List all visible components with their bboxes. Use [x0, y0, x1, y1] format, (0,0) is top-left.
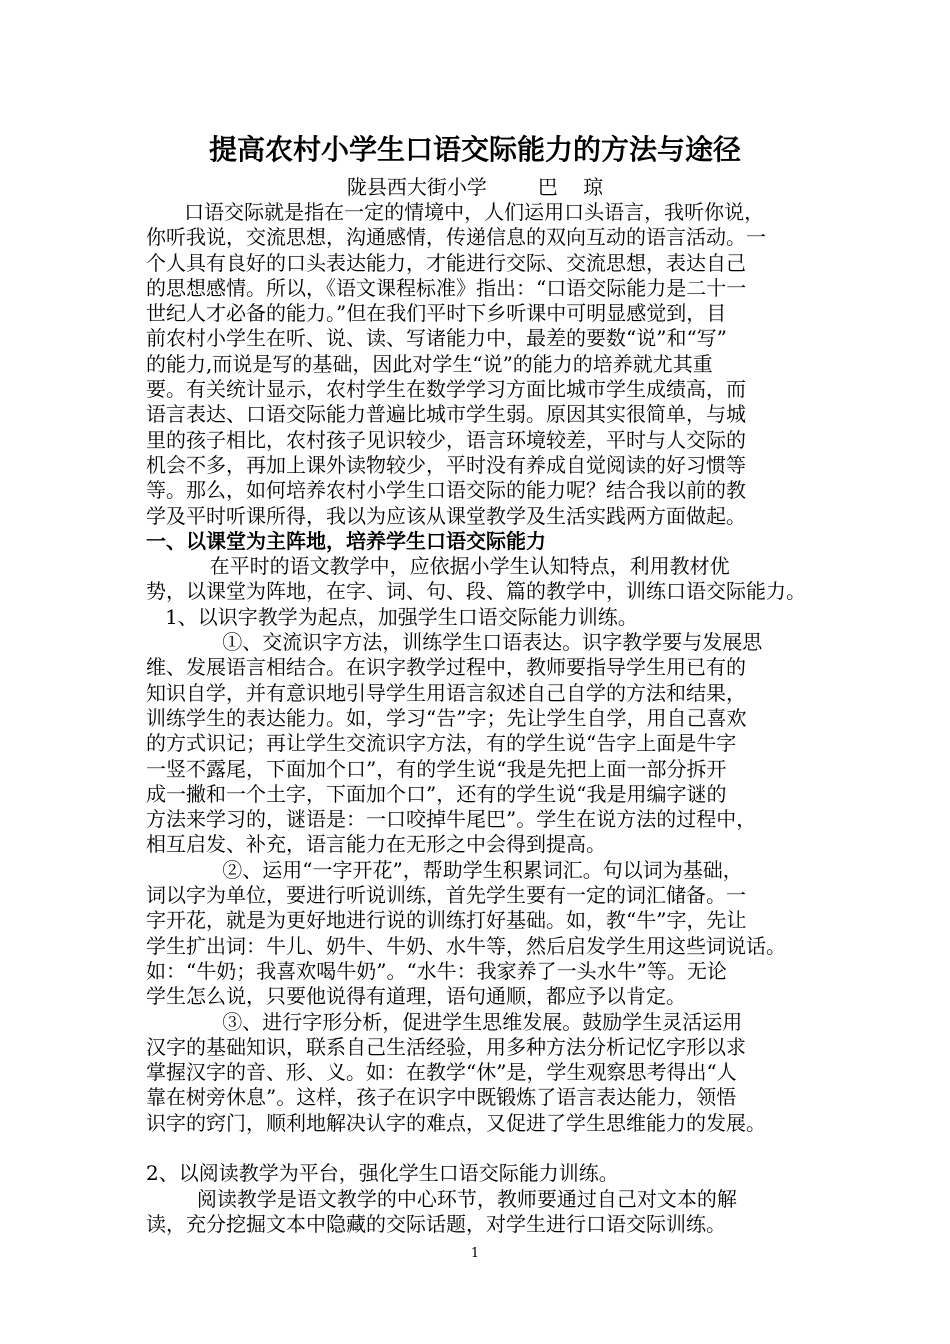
text-line: 相互启发、补充，语言能力在无形之中会得到提高。	[146, 832, 606, 857]
text-line: 学及平时听课所得，我以为应该从课堂教学及生活实践两方面做起。	[146, 503, 746, 528]
text-line: ②、运用“一字开花”，帮助学生积累词汇。句以词为基础，	[146, 857, 743, 882]
text-line: 个人具有良好的口头表达能力，才能进行交际、交流思想，表达自己	[146, 250, 746, 275]
text-line: 语言表达、口语交际能力普遍比城市学生弱。原因其实很简单，与城	[146, 402, 746, 427]
text-line: 一竖不露尾，下面加个口”，有的学生说“我是先把上面一部分拆开	[146, 756, 727, 781]
text-line: 2、以阅读教学为平台，强化学生口语交际能力训练。	[146, 1161, 619, 1186]
text-line: ①、交流识字方法，训练学生口语表达。识字教学要与发展思	[146, 630, 763, 655]
text-line: 口语交际就是指在一定的情境中，人们运用口头语言，我听你说，	[146, 200, 765, 224]
text-line: 在平时的语文教学中，应依据小学生认知特点，利用教材优	[146, 554, 730, 579]
text-line: 学生怎么说，只要他说得有道理，语句通顺，都应予以肯定。	[146, 984, 686, 1009]
text-line: 维、发展语言相结合。在识字教学过程中，教师要指导学生用已有的	[146, 655, 746, 680]
text-line: 字开花，就是为更好地进行说的训练打好基础。如，教“牛”字，先让	[146, 908, 747, 933]
text-line: 靠在树旁休息”。这样，孩子在识字中既锻炼了语言表达能力，领悟	[146, 1085, 737, 1110]
text-line: 的方式识记；再让学生交流识字方法，有的学生说“告字上面是牛字	[146, 731, 737, 756]
text-line: 的能力,而说是写的基础，因此对学生“说”的能力的培养就尤其重	[146, 351, 713, 376]
text-line: 掌握汉字的音、形、义。如：在教学“休”是，学生观察思考得出“人	[146, 1060, 737, 1085]
author-line: 陇县西大街小学 巴 琼	[346, 175, 604, 199]
text-line: 世纪人才必备的能力。”但在我们平时下乡听课中可明显感觉到，目	[146, 301, 727, 326]
text-line: 机会不多，再加上课外读物较少，平时没有养成自觉阅读的好习惯等	[146, 452, 746, 477]
text-line: 识字的窍门，顺利地解决认字的难点，又促进了学生思维能力的发展。	[146, 1110, 766, 1135]
text-line: 方法来学习的，谜语是：一口咬掉牛尾巴”。学生在说方法的过程中，	[146, 807, 757, 832]
text-line: 1、以识字教学为起点，加强学生口语交际能力训练。	[146, 604, 638, 629]
text-line: 知识自学，并有意识地引导学生用语言叙述自己自学的方法和结果，	[146, 680, 746, 705]
text-line: 读，充分挖掘文本中隐藏的交际话题，对学生进行口语交际训练。	[146, 1211, 726, 1236]
text-line: 势，以课堂为阵地，在字、词、句、段、篇的教学中，训练口语交际能力。	[146, 579, 806, 604]
document-title: 提高农村小学生口语交际能力的方法与途径	[208, 133, 741, 166]
text-line: ③、进行字形分析，促进学生思维发展。鼓励学生灵活运用	[146, 1009, 743, 1034]
text-line: 词以字为单位，要进行听说训练，首先学生要有一定的词汇储备。一	[146, 883, 746, 908]
text-line: 的思想感情。所以，《语文课程标准》指出：“口语交际能力是二十一	[146, 275, 747, 300]
text-line: 要。有关统计显示，农村学生在数学学习方面比城市学生成绩高，而	[146, 377, 746, 402]
text-line: 学生扩出词：牛儿、奶牛、牛奶、水牛等，然后启发学生用这些词说话。	[146, 933, 786, 958]
page-number: 1	[470, 1246, 480, 1261]
text-line: 训练学生的表达能力。如，学习“告”字；先让学生自学，用自己喜欢	[146, 705, 747, 730]
text-line: 等。那么，如何培养农村小学生口语交际的能力呢？结合我以前的教	[146, 478, 746, 503]
text-line: 里的孩子相比，农村孩子见识较少，语言环境较差，平时与人交际的	[146, 427, 746, 452]
blank-line	[146, 1136, 834, 1161]
text-line: 前农村小学生在听、说、读、写诸能力中，最差的要数“说”和“写”	[146, 326, 727, 351]
text-line: 你听我说，交流思想，沟通感情，传递信息的双向互动的语言活动。一	[146, 225, 766, 250]
text-line: 阅读教学是语文教学的中心环节，教师要通过自己对文本的解	[146, 1186, 737, 1211]
text-line: 如：“牛奶；我喜欢喝牛奶”。“水牛：我家养了一头水牛”等。无论	[146, 958, 727, 983]
document-body	[146, 200, 834, 1237]
section-heading: 一、以课堂为主阵地，培养学生口语交际能力	[146, 528, 546, 553]
text-line: 成一撇和一个土字，下面加个口”，还有的学生说“我是用编字谜的	[146, 781, 727, 806]
text-line: 汉字的基础知识，联系自己生活经验，用多种方法分析记忆字形以求	[146, 1034, 746, 1059]
